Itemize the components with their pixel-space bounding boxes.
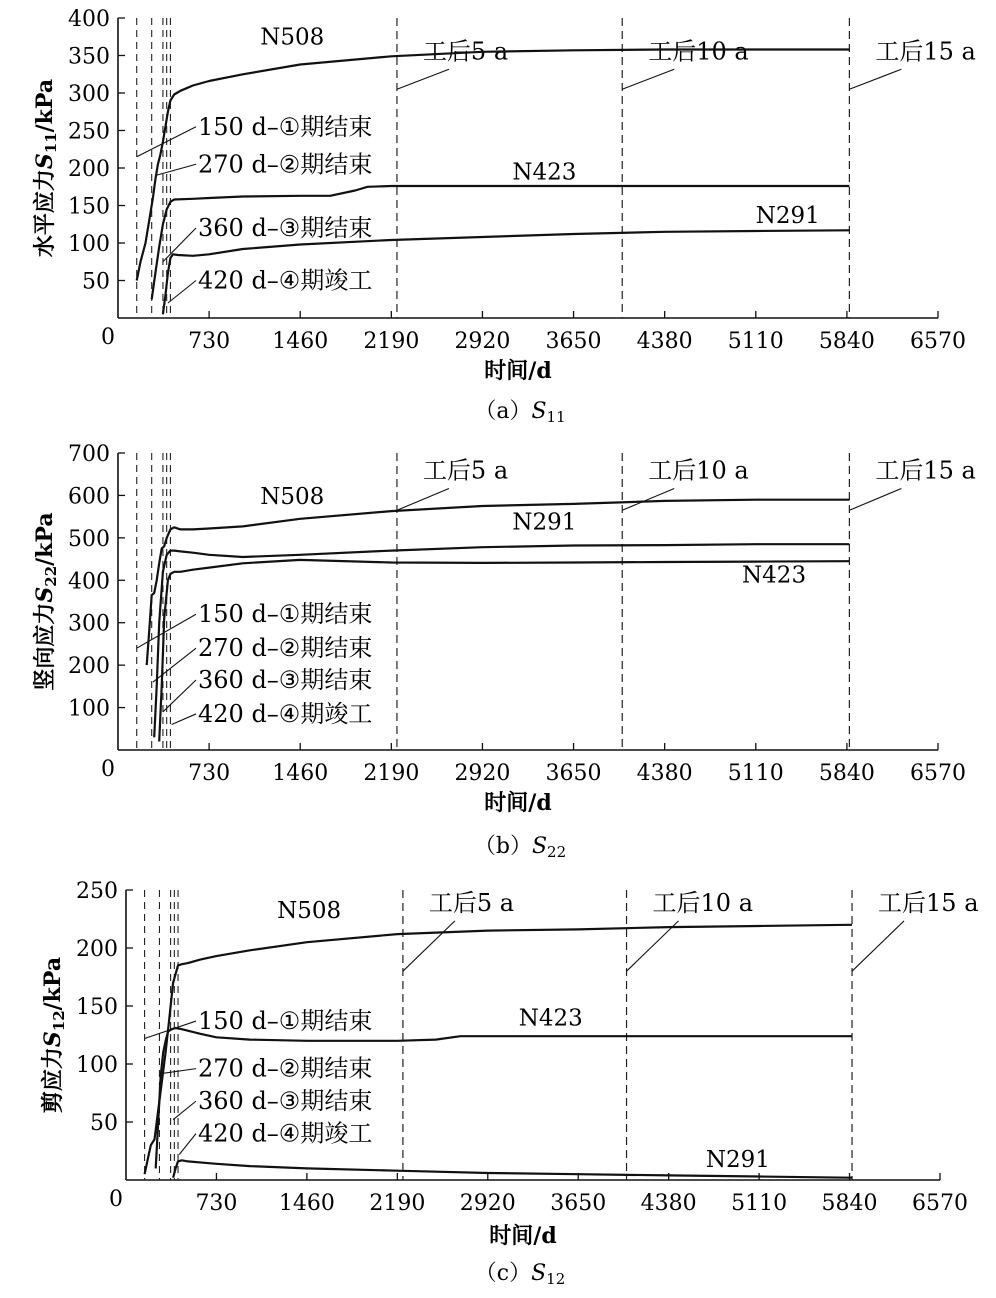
x-tick-label: 4380 <box>636 761 693 786</box>
stage-leader <box>172 714 196 725</box>
series-label-n508: N508 <box>260 483 325 510</box>
panel-caption: （c）S12 <box>474 1261 566 1288</box>
x-axis-title: 时间/d <box>489 1223 557 1249</box>
period-label: 工后15 a <box>875 456 976 485</box>
x-tick-label: 5110 <box>727 761 784 786</box>
panel-caption: （a）S11 <box>474 399 566 426</box>
y-tick-label: 100 <box>68 232 110 257</box>
y-tick-label: 150 <box>68 194 110 220</box>
y-tick-label: 700 <box>68 442 110 467</box>
x-tick-label: 730 <box>188 329 231 354</box>
x-tick-label: 6570 <box>910 329 966 354</box>
x-tick-label: 5840 <box>818 329 875 354</box>
x-tick-label: 2190 <box>363 761 420 786</box>
x-tick-label: 730 <box>195 1191 238 1216</box>
y-tick-label: 350 <box>68 44 110 70</box>
x-tick-label: 1460 <box>272 329 329 354</box>
x-tick-label: 730 <box>188 761 231 786</box>
period-leader <box>849 488 901 510</box>
series-label-n291: N291 <box>512 509 577 536</box>
x-tick-label: 2920 <box>454 329 511 354</box>
y-tick-label: 250 <box>76 879 118 904</box>
series-label-n423: N423 <box>518 1005 583 1032</box>
stage-leader <box>155 164 196 175</box>
stage-annotation: 270 d–②期结束 <box>198 150 373 179</box>
y-tick-label: 400 <box>68 569 110 595</box>
stage-leader <box>137 614 196 648</box>
x-tick-label: 5840 <box>821 1191 878 1216</box>
stage-annotation: 420 d–④期竣工 <box>198 266 373 295</box>
period-leader <box>622 488 674 510</box>
series-label-n291: N291 <box>755 202 820 229</box>
x-tick-label: 2920 <box>454 761 511 786</box>
stage-annotation: 360 d–③期结束 <box>198 214 373 242</box>
x-tick-label: 5110 <box>727 329 784 354</box>
y-tick-label: 600 <box>68 484 110 510</box>
y-tick-label: 100 <box>76 1053 118 1078</box>
stage-annotation: 270 d–②期结束 <box>198 634 373 663</box>
period-label: 工后10 a <box>648 456 749 485</box>
period-label: 工后10 a <box>652 888 754 917</box>
x-tick-label: 3650 <box>545 329 602 354</box>
x-tick-label: 1460 <box>272 761 329 786</box>
stage-annotation: 360 d–③期结束 <box>198 665 373 694</box>
period-label: 工后15 a <box>875 37 976 66</box>
y-tick-label: 400 <box>68 7 110 32</box>
period-leader <box>397 69 449 89</box>
period-label: 工后5 a <box>428 888 515 917</box>
period-label: 工后15 a <box>878 888 979 917</box>
stage-annotation: 270 d–②期结束 <box>198 1054 373 1083</box>
y-tick-label: 250 <box>68 119 110 145</box>
origin-label: 0 <box>101 757 115 782</box>
x-tick-label: 4380 <box>640 1191 697 1216</box>
x-tick-label: 6570 <box>912 1191 968 1216</box>
chart-panel-3 <box>40 879 979 1288</box>
period-label: 工后5 a <box>422 456 509 485</box>
stage-leader <box>168 281 196 304</box>
x-tick-label: 3650 <box>545 761 602 786</box>
x-tick-label: 2190 <box>369 1191 426 1216</box>
stage-leader <box>163 680 196 712</box>
origin-label: 0 <box>101 325 115 350</box>
x-tick-label: 6570 <box>910 761 966 786</box>
y-axis-title: 水平应力S11/kPa <box>32 78 60 258</box>
y-tick-label: 500 <box>68 526 110 552</box>
y-tick-label: 100 <box>68 696 110 722</box>
stage-annotation: 150 d–①期结束 <box>198 600 373 629</box>
chart-panel-2 <box>32 442 976 861</box>
series-label-n423: N423 <box>512 159 577 186</box>
series-label-n423: N423 <box>742 562 807 589</box>
y-tick-label: 50 <box>82 269 110 295</box>
x-tick-label: 3650 <box>550 1191 607 1216</box>
stage-leader <box>179 1134 196 1155</box>
y-tick-label: 50 <box>90 1111 118 1136</box>
stage-annotation: 360 d–③期结束 <box>198 1087 373 1116</box>
period-leader <box>852 921 904 971</box>
y-tick-label: 150 <box>76 995 118 1020</box>
period-leader <box>622 69 674 89</box>
series-label-n508: N508 <box>260 24 325 51</box>
y-axis-title: 竖向应力S22/kPa <box>32 512 60 691</box>
panel-caption: （b）S22 <box>473 834 567 861</box>
stage-annotation: 150 d–①期结束 <box>198 112 373 141</box>
x-tick-label: 4380 <box>636 329 693 354</box>
y-tick-label: 200 <box>76 937 118 962</box>
x-axis-title: 时间/d <box>484 358 552 384</box>
period-leader <box>403 921 455 971</box>
chart-panel-1 <box>32 7 976 426</box>
y-tick-label: 300 <box>68 82 110 107</box>
period-leader <box>397 488 449 510</box>
period-leader <box>849 69 901 89</box>
series-label-n291: N291 <box>705 1147 770 1174</box>
x-tick-label: 2190 <box>363 329 420 354</box>
stage-leader <box>163 1069 196 1074</box>
y-tick-label: 300 <box>68 611 110 637</box>
x-tick-label: 5840 <box>818 761 875 786</box>
x-tick-label: 1460 <box>278 1191 335 1216</box>
y-tick-label: 200 <box>68 157 110 182</box>
period-label: 工后5 a <box>422 37 509 66</box>
y-axis-title: 剪应力S12/kPa <box>40 956 68 1114</box>
x-tick-label: 5110 <box>731 1191 788 1216</box>
stage-annotation: 420 d–④期竣工 <box>198 1119 373 1148</box>
x-axis-title: 时间/d <box>484 790 552 816</box>
x-tick-label: 2920 <box>459 1191 516 1216</box>
stage-annotation: 150 d–①期结束 <box>198 1007 373 1036</box>
period-label: 工后10 a <box>648 37 749 66</box>
y-tick-label: 200 <box>68 654 110 680</box>
stage-annotation: 420 d–④期竣工 <box>198 699 373 728</box>
stage-leader <box>153 648 196 682</box>
stage-leader <box>173 1101 196 1120</box>
origin-label: 0 <box>109 1187 123 1212</box>
series-label-n508: N508 <box>277 897 342 924</box>
